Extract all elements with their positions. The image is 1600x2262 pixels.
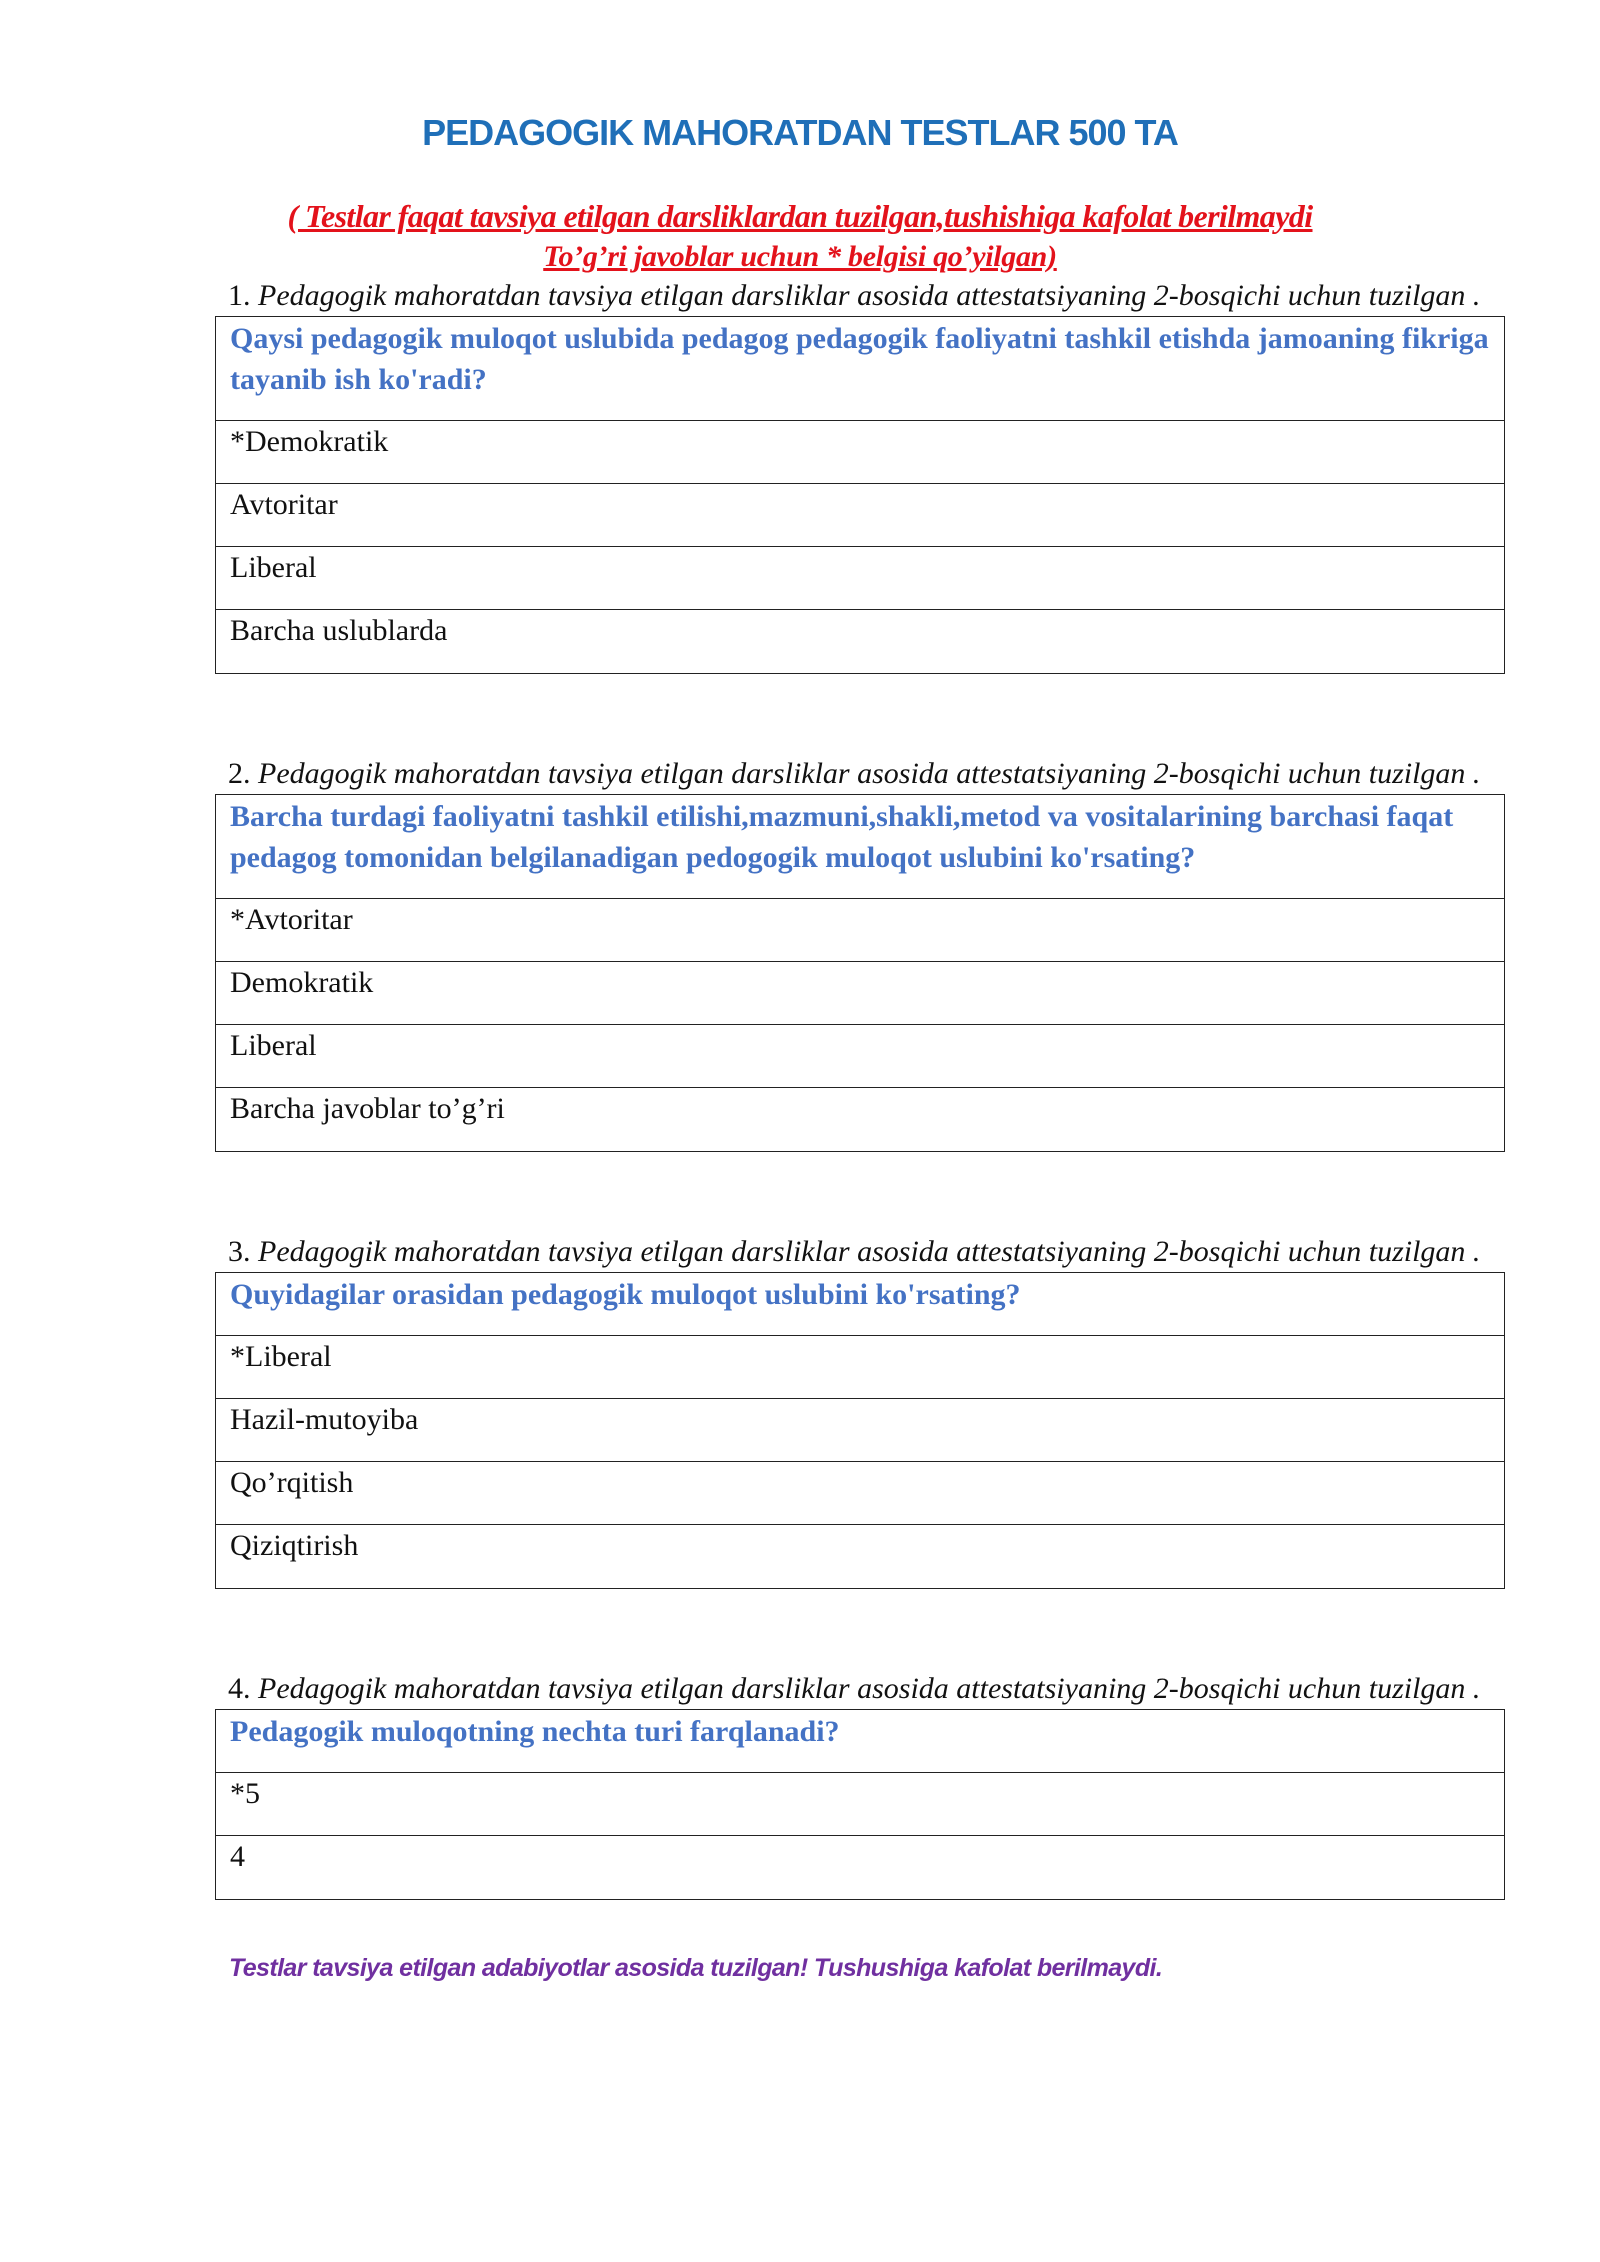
answer-option: Avtoritar — [216, 484, 1504, 547]
answer-option: Qo’rqitish — [216, 1462, 1504, 1525]
question-block-1 — [215, 275, 1505, 674]
question-number: 2. — [228, 757, 251, 790]
footer-disclaimer: Testlar tavsiya etilgan adabiyotlar asosida tuzilgan! Tushushiga kafolat berilmaydi. — [229, 1954, 1163, 1982]
answer-option: 4 — [230, 1840, 245, 1873]
question-number: 4. — [228, 1672, 251, 1705]
question-text: Pedagogik muloqotning nechta turi farqlanadi? — [216, 1710, 1504, 1773]
question-header-text: Pedagogik mahoratdan tavsiya etilgan darsliklar asosida attestatsiyaning 2-bosqichi uchun tuzilgan . — [258, 757, 1481, 790]
answer-option: Barcha uslublarda — [230, 614, 448, 647]
question-block-4 — [215, 1668, 1505, 1900]
question-text: Barcha turdagi faoliyatni tashkil etilishi,mazmuni,shakli,metod va vositalarining barchasi faqat pedagog tomonidan belgilanadigan pedogogik muloqot uslubini ko'rsating? — [216, 795, 1504, 899]
question-header — [215, 275, 1505, 316]
question-table — [215, 316, 1505, 674]
disclaimer-note-line-1: ( Testlar faqat tavsiya etilgan darsliklardan tuzilgan,tushishiga kafolat berilmaydi — [287, 198, 1313, 234]
question-header-text: Pedagogik mahoratdan tavsiya etilgan darsliklar asosida attestatsiyaning 2-bosqichi uchun tuzilgan . — [258, 1672, 1481, 1705]
question-block-2 — [215, 753, 1505, 1152]
disclaimer-note-line-2: To’g’ri javoblar uchun * belgisi qo’yilgan) — [543, 240, 1057, 273]
question-table — [215, 1272, 1505, 1589]
question-table — [215, 1709, 1505, 1900]
question-header — [215, 1231, 1505, 1272]
answer-option: Demokratik — [216, 962, 1504, 1025]
question-block-3 — [215, 1231, 1505, 1589]
answer-option: *Liberal — [216, 1336, 1504, 1399]
question-text: Qaysi pedagogik muloqot uslubida pedagog pedagogik faoliyatni tashkil etishda jamoaning fikriga tayanib ish ko'radi? — [216, 317, 1504, 421]
answer-option: Qiziqtirish — [230, 1529, 359, 1562]
question-header-text: Pedagogik mahoratdan tavsiya etilgan darsliklar asosida attestatsiyaning 2-bosqichi uchun tuzilgan . — [258, 1235, 1481, 1268]
answer-option: *5 — [216, 1773, 1504, 1836]
answer-option: Barcha javoblar to’g’ri — [230, 1092, 505, 1125]
page-title: PEDAGOGIK MAHORATDAN TESTLAR 500 TA — [422, 112, 1178, 153]
answer-option: *Demokratik — [216, 421, 1504, 484]
question-header-text: Pedagogik mahoratdan tavsiya etilgan darsliklar asosida attestatsiyaning 2-bosqichi uchun tuzilgan . — [258, 279, 1481, 312]
answer-option: Liberal — [216, 1025, 1504, 1088]
question-number: 1. — [228, 279, 251, 312]
question-text: Quyidagilar orasidan pedagogik muloqot uslubini ko'rsating? — [216, 1273, 1504, 1336]
question-header — [215, 1668, 1505, 1709]
answer-option: *Avtoritar — [216, 899, 1504, 962]
question-table — [215, 794, 1505, 1152]
answer-option: Hazil-mutoyiba — [216, 1399, 1504, 1462]
answer-option: Liberal — [216, 547, 1504, 610]
question-header — [215, 753, 1505, 794]
question-number: 3. — [228, 1235, 251, 1268]
